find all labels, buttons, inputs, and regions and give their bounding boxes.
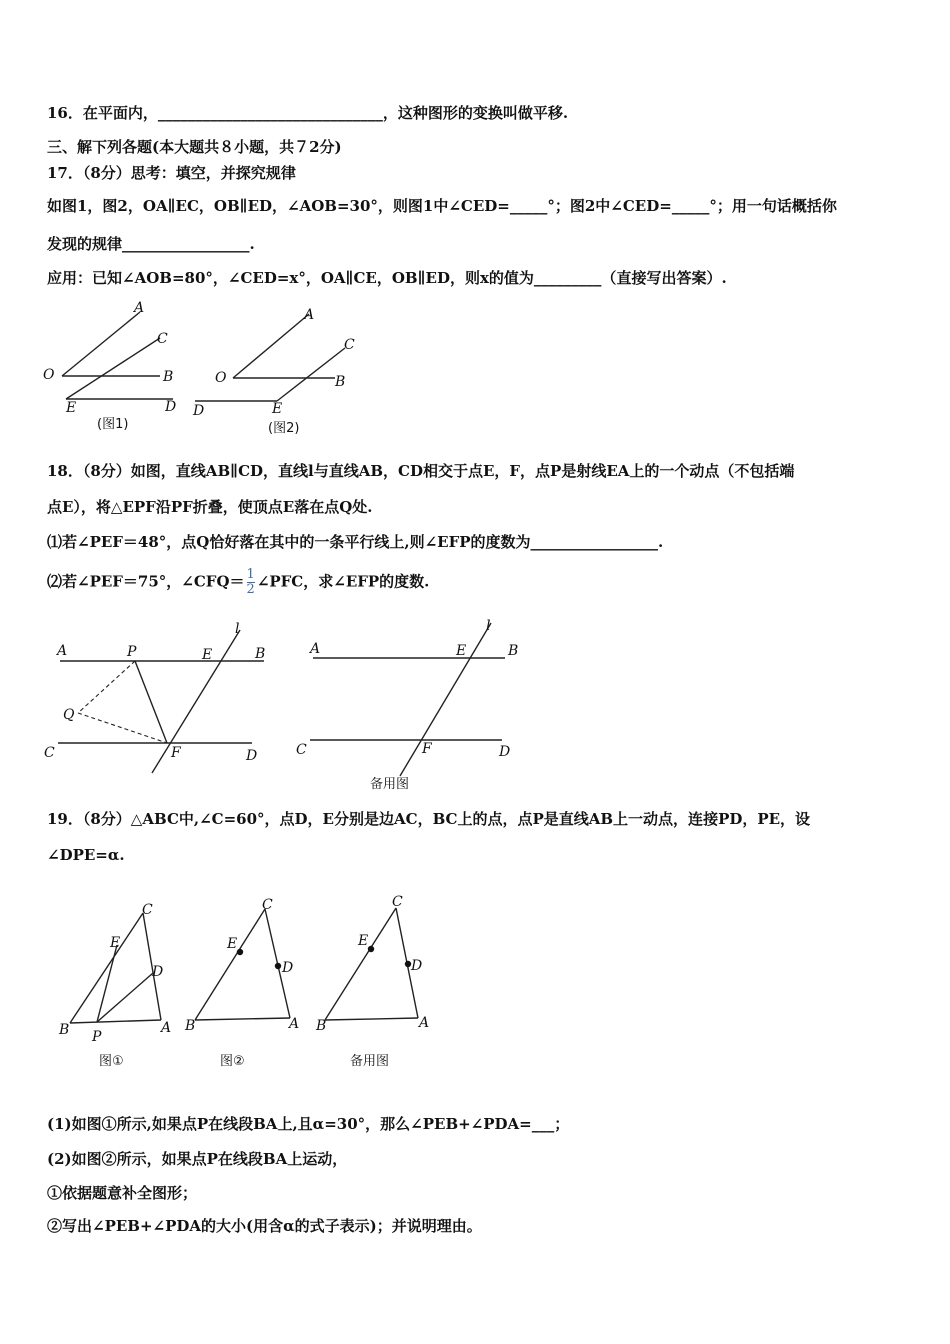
label-b: B: [508, 643, 519, 659]
label-p: P: [92, 1029, 102, 1045]
q17-figure-2: [185, 298, 370, 440]
label-a: A: [289, 1016, 300, 1032]
label-d: D: [152, 964, 164, 980]
segment-pd: [97, 973, 153, 1022]
side-ba: [70, 1020, 161, 1023]
q18-spare-figure: [290, 618, 530, 796]
q19-sub1: ①依据题意补全图形；: [47, 1184, 198, 1202]
label-d: D: [165, 399, 177, 415]
label-e: E: [227, 936, 238, 952]
label-c: C: [44, 745, 55, 761]
label-a: A: [57, 643, 68, 659]
line-l: [400, 623, 491, 776]
fraction-one-half: [247, 568, 255, 597]
label-c: C: [344, 337, 355, 353]
q19-part1: (1)如图①所示,如果点P在线段BA上,且α=30°，那么∠PEB+∠PDA=___；: [47, 1115, 570, 1133]
q18-figure: [40, 618, 280, 778]
q18-line2: 点E），将△EPF沿PF折叠，使顶点E落在点Q处.: [47, 498, 373, 516]
q19-spare-figure: [310, 890, 440, 1075]
fraction-numerator: 1: [246, 567, 255, 582]
label-l: l: [235, 621, 240, 637]
q19-part2: (2)如图②所示，如果点P在线段BA上运动，: [47, 1150, 348, 1168]
label-c: C: [142, 902, 153, 918]
q18-part2-suffix: ∠PFC，求∠EFP的度数.: [256, 572, 430, 591]
label-e: E: [110, 935, 121, 951]
q16-text: 16．在平面内，______________________________，这种图形的变换叫做平移.: [47, 104, 569, 122]
label-b: B: [59, 1022, 70, 1038]
segment-pe: [97, 945, 117, 1022]
label-o: O: [215, 370, 227, 386]
q17-line3: 应用：已知∠AOB=80°，∠CED=x°，OA∥CE，OB∥ED，则x的值为_________（直接写出答案）.: [47, 269, 727, 287]
segment-pf: [135, 661, 167, 743]
q19-figure-1: [55, 895, 185, 1075]
label-q: Q: [63, 707, 75, 723]
side-bc: [195, 909, 265, 1020]
q17-title: 17．（8分）思考：填空，并探究规律: [47, 164, 296, 182]
label-b: B: [185, 1018, 196, 1034]
label-b: B: [255, 646, 266, 662]
q18-part2: [47, 568, 429, 597]
caption-spare: 备用图: [350, 1054, 390, 1069]
q19-line1: 19．（8分）△ABC中,∠C=60°，点D，E分别是边AC，BC上的点，点P是直线AB上一动点，连接PD，PE，设: [47, 810, 811, 828]
label-c: C: [157, 331, 168, 347]
label-f: F: [171, 745, 181, 761]
q17-line2: 发现的规律_________________.: [47, 235, 255, 253]
label-a: A: [419, 1015, 430, 1031]
label-e: E: [66, 400, 77, 416]
label-e: E: [456, 643, 467, 659]
q17-line1: 如图1，图2，OA∥EC，OB∥ED，∠AOB=30°，则图1中∠CED=_____°；图2中∠CED=_____°；用一句话概括你: [47, 197, 837, 215]
label-p: P: [127, 644, 137, 660]
side-ba: [325, 1018, 418, 1020]
line-l: [152, 630, 240, 773]
label-d: D: [411, 958, 423, 974]
label-d: D: [246, 748, 258, 764]
caption-fig1: (图1): [97, 417, 129, 432]
label-a: A: [161, 1020, 172, 1036]
label-d: D: [282, 960, 294, 976]
label-b: B: [316, 1018, 327, 1034]
ray-oa: [233, 314, 309, 378]
label-c: C: [392, 894, 403, 910]
label-e: E: [272, 401, 283, 417]
caption-fig1: 图①: [99, 1054, 124, 1069]
ray-ec: [66, 338, 160, 399]
label-a: A: [134, 300, 145, 316]
point-e: [237, 949, 243, 955]
label-e: E: [202, 647, 213, 663]
label-b: B: [163, 369, 174, 385]
label-f: F: [422, 741, 432, 757]
label-d: D: [499, 744, 511, 760]
q18-part2-prefix: ⑵若∠PEF＝75°，∠CFQ＝: [47, 572, 245, 591]
label-e: E: [358, 933, 369, 949]
q19-line2: ∠DPE=α.: [47, 846, 125, 864]
label-a: A: [310, 641, 321, 657]
label-d: D: [193, 403, 205, 419]
point-d: [275, 963, 281, 969]
side-bc: [325, 908, 396, 1020]
fraction-denominator: 2: [246, 582, 255, 597]
ray-oa: [62, 312, 140, 376]
section-heading: 三、解下列各题(本大题共８小题，共７2分): [47, 138, 342, 156]
label-a: A: [304, 307, 315, 323]
point-e: [368, 946, 374, 952]
label-c: C: [262, 897, 273, 913]
dashed-qf: [78, 713, 167, 743]
label-o: O: [43, 367, 55, 383]
q18-line1: 18．（8分）如图，直线AB∥CD，直线l与直线AB，CD相交于点E，F，点P是射线EA上的一个动点（不包括端: [47, 462, 795, 480]
label-l: l: [486, 618, 491, 634]
side-bc: [70, 913, 143, 1023]
q17-figure-1: [40, 298, 190, 438]
dashed-pq: [78, 661, 135, 713]
caption-spare: 备用图: [370, 777, 410, 792]
q18-part1: ⑴若∠PEF＝48°，点Q恰好落在其中的一条平行线上,则∠EFP的度数为_________________.: [47, 533, 664, 551]
label-b: B: [335, 374, 346, 390]
caption-fig2: 图②: [220, 1054, 245, 1069]
side-ba: [195, 1018, 290, 1020]
caption-fig2: (图2): [268, 421, 300, 436]
label-c: C: [296, 742, 307, 758]
q19-figure-2: [180, 895, 310, 1075]
q19-sub2: ②写出∠PEB+∠PDA的大小(用含α的式子表示)；并说明理由。: [47, 1217, 482, 1235]
